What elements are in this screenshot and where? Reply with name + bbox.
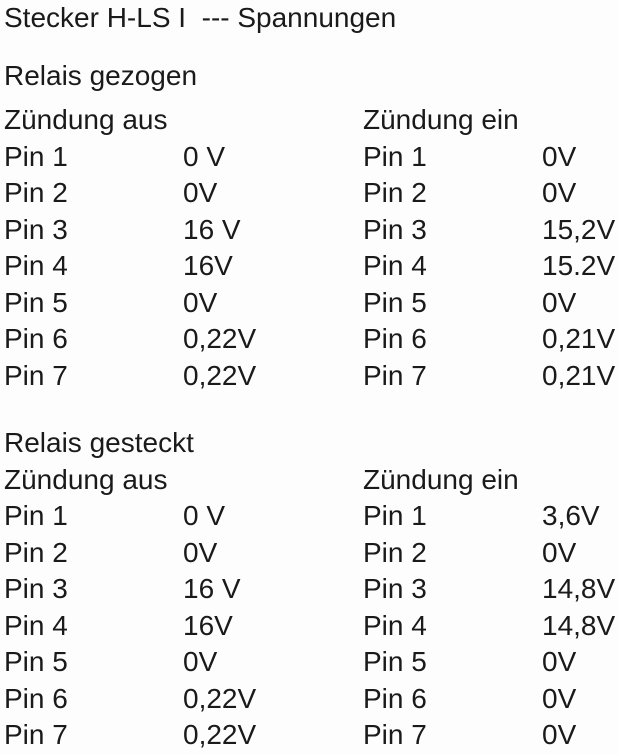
pin-value: 0,21V (542, 323, 616, 354)
pin-value: 0,22V (183, 323, 257, 354)
pin-row (4, 358, 359, 395)
pin-row (4, 248, 359, 285)
pin-label: Pin 7 (363, 719, 427, 750)
column-heading: Zündung ein (363, 104, 519, 135)
pin-row (363, 571, 619, 608)
pin-row (363, 717, 619, 754)
pin-label: Pin 4 (4, 609, 68, 641)
pin-row (363, 358, 619, 395)
section-relais-gezogen (0, 58, 619, 395)
pin-value: 0,22V (183, 719, 257, 750)
pin-row (4, 571, 359, 608)
pin-row (363, 321, 619, 358)
pin-row (4, 498, 359, 535)
pin-row (4, 321, 359, 358)
pin-label: Pin 2 (4, 536, 68, 568)
pin-label: Pin 3 (4, 213, 68, 245)
pin-value: 0 V (183, 500, 226, 531)
pin-row (4, 535, 359, 572)
pin-row (4, 175, 359, 212)
section-relais-gesteckt (0, 425, 619, 754)
pin-label: Pin 1 (4, 140, 68, 172)
pin-value: 0V (183, 286, 218, 318)
pin-value: 0V (183, 177, 218, 208)
columns-container (0, 102, 619, 394)
pin-label: Pin 7 (4, 719, 68, 750)
pin-value: 0V (183, 646, 218, 677)
pin-label: Pin 4 (4, 250, 68, 281)
pin-label: Pin 2 (363, 536, 427, 568)
column-heading: Zündung aus (4, 463, 168, 495)
pin-row (4, 212, 359, 249)
section-heading: Relais gesteckt (4, 427, 194, 458)
pin-row (363, 498, 619, 535)
pin-value: 15,2V (542, 213, 616, 245)
pin-label: Pin 2 (4, 177, 68, 208)
pin-value: 15.2V (542, 250, 616, 281)
pin-row (4, 681, 359, 718)
pin-label: Pin 1 (4, 500, 68, 531)
pin-row (363, 681, 619, 718)
pin-row (363, 248, 619, 285)
pin-label: Pin 1 (363, 500, 427, 531)
pin-label: Pin 6 (363, 323, 427, 354)
pin-row (4, 717, 359, 754)
columns-container (0, 462, 619, 754)
pin-value: 0V (542, 177, 577, 208)
pin-value: 16 V (183, 213, 241, 245)
pin-label: Pin 6 (363, 682, 427, 714)
pin-value: 0V (542, 140, 577, 172)
pin-value: 0V (542, 719, 577, 750)
pin-value: 0,22V (183, 682, 257, 714)
pin-value: 0 V (183, 140, 226, 172)
pin-value: 14,8V (542, 609, 616, 641)
pin-row (363, 608, 619, 645)
pin-label: Pin 5 (4, 646, 68, 677)
column-heading: Zündung aus (4, 104, 168, 135)
pin-value: 0V (542, 536, 577, 568)
pin-label: Pin 5 (4, 286, 68, 318)
pin-label: Pin 7 (363, 359, 427, 391)
pin-value: 0,22V (183, 359, 257, 391)
pin-label: Pin 6 (4, 682, 68, 714)
pin-row (363, 139, 619, 176)
pin-label: Pin 3 (4, 573, 68, 604)
pin-label: Pin 2 (363, 177, 427, 208)
column-zuendung-aus (0, 462, 359, 754)
pin-value: 0V (542, 286, 577, 318)
pin-label: Pin 6 (4, 323, 68, 354)
pin-label: Pin 1 (363, 140, 427, 172)
pin-label: Pin 4 (363, 250, 427, 281)
pin-row (363, 212, 619, 249)
pin-row (4, 285, 359, 322)
pin-value: 16V (183, 250, 233, 281)
pin-label: Pin 3 (363, 573, 427, 604)
page-title: Stecker H-LS I --- Spannungen (4, 2, 397, 33)
pin-row (363, 175, 619, 212)
column-zuendung-aus (0, 102, 359, 394)
column-heading: Zündung ein (363, 463, 519, 495)
pin-label: Pin 5 (363, 646, 427, 677)
pin-row (4, 608, 359, 645)
pin-value: 16V (183, 609, 233, 641)
pin-row (363, 535, 619, 572)
column-zuendung-ein (359, 462, 619, 754)
pin-value: 16 V (183, 573, 241, 604)
pin-value: 14,8V (542, 573, 616, 604)
pin-row (363, 644, 619, 681)
pin-label: Pin 3 (363, 213, 427, 245)
pin-value: 0V (542, 682, 577, 714)
pin-row (4, 644, 359, 681)
column-zuendung-ein (359, 102, 619, 394)
section-heading: Relais gezogen (4, 59, 198, 91)
pin-value: 0V (183, 536, 218, 568)
pin-value: 0,21V (542, 359, 616, 391)
pin-label: Pin 7 (4, 359, 68, 391)
pin-value: 0V (542, 646, 577, 677)
pin-label: Pin 5 (363, 286, 427, 318)
pin-row (4, 139, 359, 176)
pin-value: 3,6V (542, 500, 600, 531)
pin-row (363, 285, 619, 322)
pin-label: Pin 4 (363, 609, 427, 641)
